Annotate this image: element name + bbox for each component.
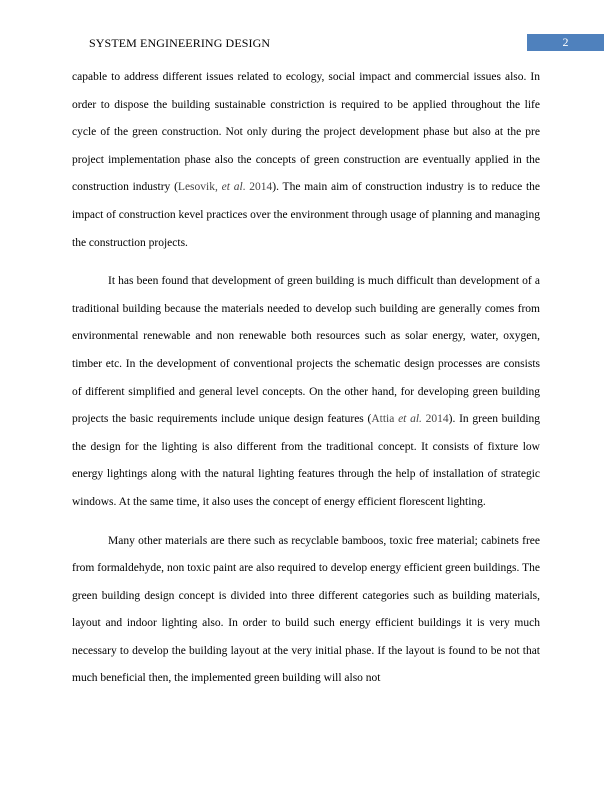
paragraph-3: Many other materials are there such as recyclable bamboos, toxic free material; cabinets free from formaldehyde, non toxic paint are also required to develop energy efficient green buildings. The green building design concept is divided into three different categories such as building materials, layout and indoor lighting also. In order to build such energy efficient buildings it is very much necessary to develop the building layout at the very initial phase. If the layout is found to be not that much beneficial then, the implemented green building will also not	[72, 534, 540, 685]
paragraph-1	[72, 64, 540, 257]
citation-author: Lesovik,	[177, 181, 222, 194]
citation-et-al: et al.	[398, 413, 422, 426]
paragraph-1-text-end: ). The main aim of construction industry is to reduce the impact of construction kevel practices over the environment through usage of planning and managing the construction projects.	[72, 181, 541, 249]
paragraph-1-text: capable to address different issues related to ecology, social impact and commercial issues also. In order to dispose the building sustainable constriction is required to be applied throughout the life cycle of the green construction. Not only during the project development phase but also at the pre project implementation phase also the concepts of green construction are eventually applied in the construction industry (	[72, 71, 540, 194]
page-number-badge: 2	[527, 34, 604, 51]
running-head-title: SYSTEM ENGINEERING DESIGN	[89, 36, 271, 50]
citation-attia	[371, 413, 448, 425]
citation-author: Attia	[371, 413, 399, 426]
citation-year: 2014	[421, 413, 449, 426]
paragraph-2	[72, 268, 540, 516]
paragraph-2-text-end: ). In green building the design for the lighting is also different from the traditional concept. It consists of fixture low energy lightings along with the natural lighting features through the help of installation of strategic windows. At the same time, it also uses the concept of energy efficient florescent lighting.	[72, 413, 541, 508]
document-body	[72, 64, 540, 704]
citation-year: . 2014	[242, 181, 273, 194]
citation-et-al: et al	[221, 181, 243, 194]
citation-lesovik	[178, 181, 272, 193]
paragraph-2-text: It has been found that development of green building is much difficult than development of a traditional building because the materials needed to develop such building are generally comes from environmental renewable and non renewable both resources such as solar energy, water, oxygen, timber etc. In the development of conventional projects the schematic design processes are consists of different simplified and general level concepts. On the other hand, for developing green building projects the basic requirements include unique design features (	[72, 275, 540, 426]
